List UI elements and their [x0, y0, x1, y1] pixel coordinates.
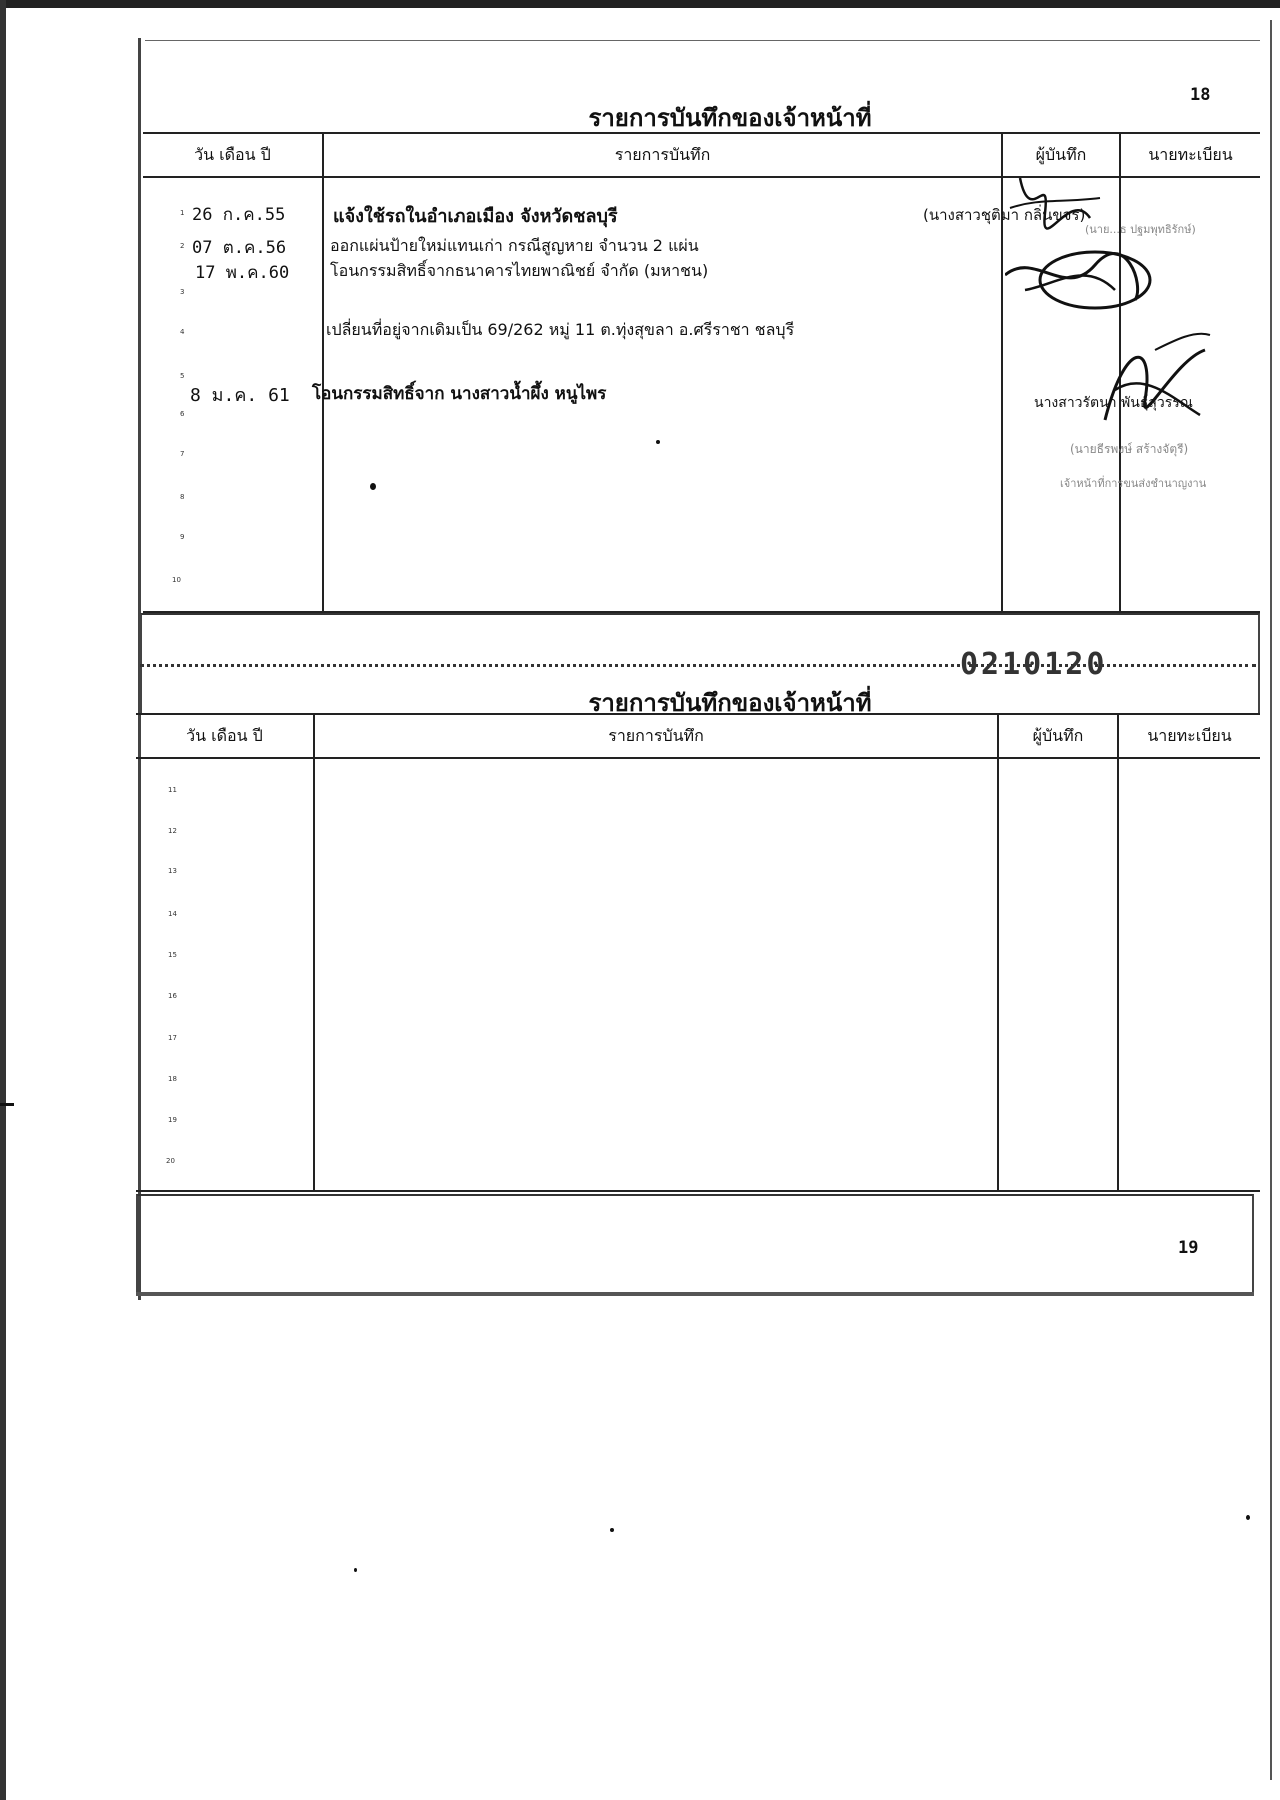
registrar-column: [1118, 758, 1260, 1191]
line-number: 15: [168, 951, 177, 959]
signature-1: [1000, 168, 1110, 238]
scan-edge-top: [0, 0, 1280, 8]
page-number-bottom: 19: [1178, 1238, 1199, 1258]
scan-edge-right: [1270, 20, 1272, 1780]
line-number: 9: [180, 533, 185, 541]
lower-section-title: รายการบันทึกของเจ้าหน้าที่: [588, 688, 872, 717]
recorder-column: [998, 758, 1118, 1191]
scan-mark: [0, 1103, 14, 1106]
entry-text: โอนกรรมสิทธิ์จาก นางสาวน้ำผึ้ง หนูไพร: [312, 384, 607, 404]
line-number: 14: [168, 910, 177, 918]
line-number: 19: [168, 1116, 177, 1124]
header-date: วัน เดือน ปี: [143, 133, 323, 177]
record-column: [314, 758, 998, 1191]
registrar-title: เจ้าหน้าที่การขนส่งชำนาญงาน: [1060, 477, 1207, 490]
line-number: 8: [180, 493, 185, 501]
line-number: 11: [168, 786, 177, 794]
entry-officer: (นาย...ธ ปฐมพุทธิรักษ์): [1085, 223, 1196, 236]
scan-speck: [370, 483, 376, 490]
entry-date: 26 ก.ค.55: [192, 205, 286, 225]
scan-speck: [1246, 1515, 1250, 1520]
sheet-top-line: [145, 40, 1260, 41]
line-number: 20: [166, 1157, 175, 1165]
bottom-band-edge: [136, 1292, 1254, 1296]
line-number: 16: [168, 992, 177, 1000]
scan-speck: [354, 1568, 357, 1572]
signature-2: [1005, 240, 1155, 320]
entry-date: 07 ต.ค.56: [192, 238, 287, 258]
date-column: [136, 758, 314, 1191]
entry-officer: นางสาวรัตนา พันธุ์สุวรรณ: [1034, 395, 1193, 411]
scan-edge-left: [0, 0, 6, 1800]
header-record: รายการบันทึก: [323, 133, 1002, 177]
line-number: 18: [168, 1075, 177, 1083]
entry-text: เปลี่ยนที่อยู่จากเดิมเป็น 69/262 หมู่ 11 ต.ทุ่งสุขลา อ.ศรีราชา ชลบุรี: [326, 320, 795, 339]
header-record: รายการบันทึก: [314, 714, 998, 758]
scan-speck: [656, 440, 660, 444]
entry-date: 8 ม.ค. 61: [190, 385, 290, 406]
line-number: 13: [168, 867, 177, 875]
header-recorder: ผู้บันทึก: [998, 714, 1118, 758]
line-number: 3: [180, 288, 185, 296]
line-number: 7: [180, 450, 185, 458]
page-number-top: 18: [1190, 85, 1211, 105]
line-number: 6: [180, 410, 185, 418]
header-registrar: นายทะเบียน: [1118, 714, 1260, 758]
header-date: วัน เดือน ปี: [136, 714, 314, 758]
upper-section-title: รายการบันทึกของเจ้าหน้าที่: [588, 103, 872, 132]
line-number: 2: [180, 242, 185, 250]
entry-officer: (นางสาวชุติมา กลิ่นขจร): [923, 206, 1086, 224]
serial-fragment: 0210120: [960, 647, 1108, 682]
line-number: 4: [180, 328, 185, 336]
line-number: 12: [168, 827, 177, 835]
line-number: 10: [172, 576, 181, 584]
scan-speck: [610, 1528, 614, 1532]
bottom-band: [136, 1194, 1254, 1294]
line-number: 5: [180, 372, 185, 380]
entry-text: แจ้งใช้รถในอำเภอเมือง จังหวัดชลบุรี: [333, 206, 618, 227]
lower-record-table: [136, 713, 1260, 1192]
signature-3: [1085, 330, 1215, 440]
line-number: 1: [180, 209, 185, 217]
header-registrar: นายทะเบียน: [1120, 133, 1260, 177]
entry-date: 17 พ.ค.60: [195, 263, 290, 283]
header-recorder: ผู้บันทึก: [1002, 133, 1120, 177]
entry-text: ออกแผ่นป้ายใหม่แทนเก่า กรณีสูญหาย จำนวน 2 แผ่น: [330, 236, 699, 255]
entry-text: โอนกรรมสิทธิ์จากธนาคารไทยพาณิชย์ จำกัด (มหาชน): [330, 261, 709, 280]
registrar-name: (นายธีรพงษ์ สร้างจัตุรี): [1070, 442, 1189, 456]
line-number: 17: [168, 1034, 177, 1042]
